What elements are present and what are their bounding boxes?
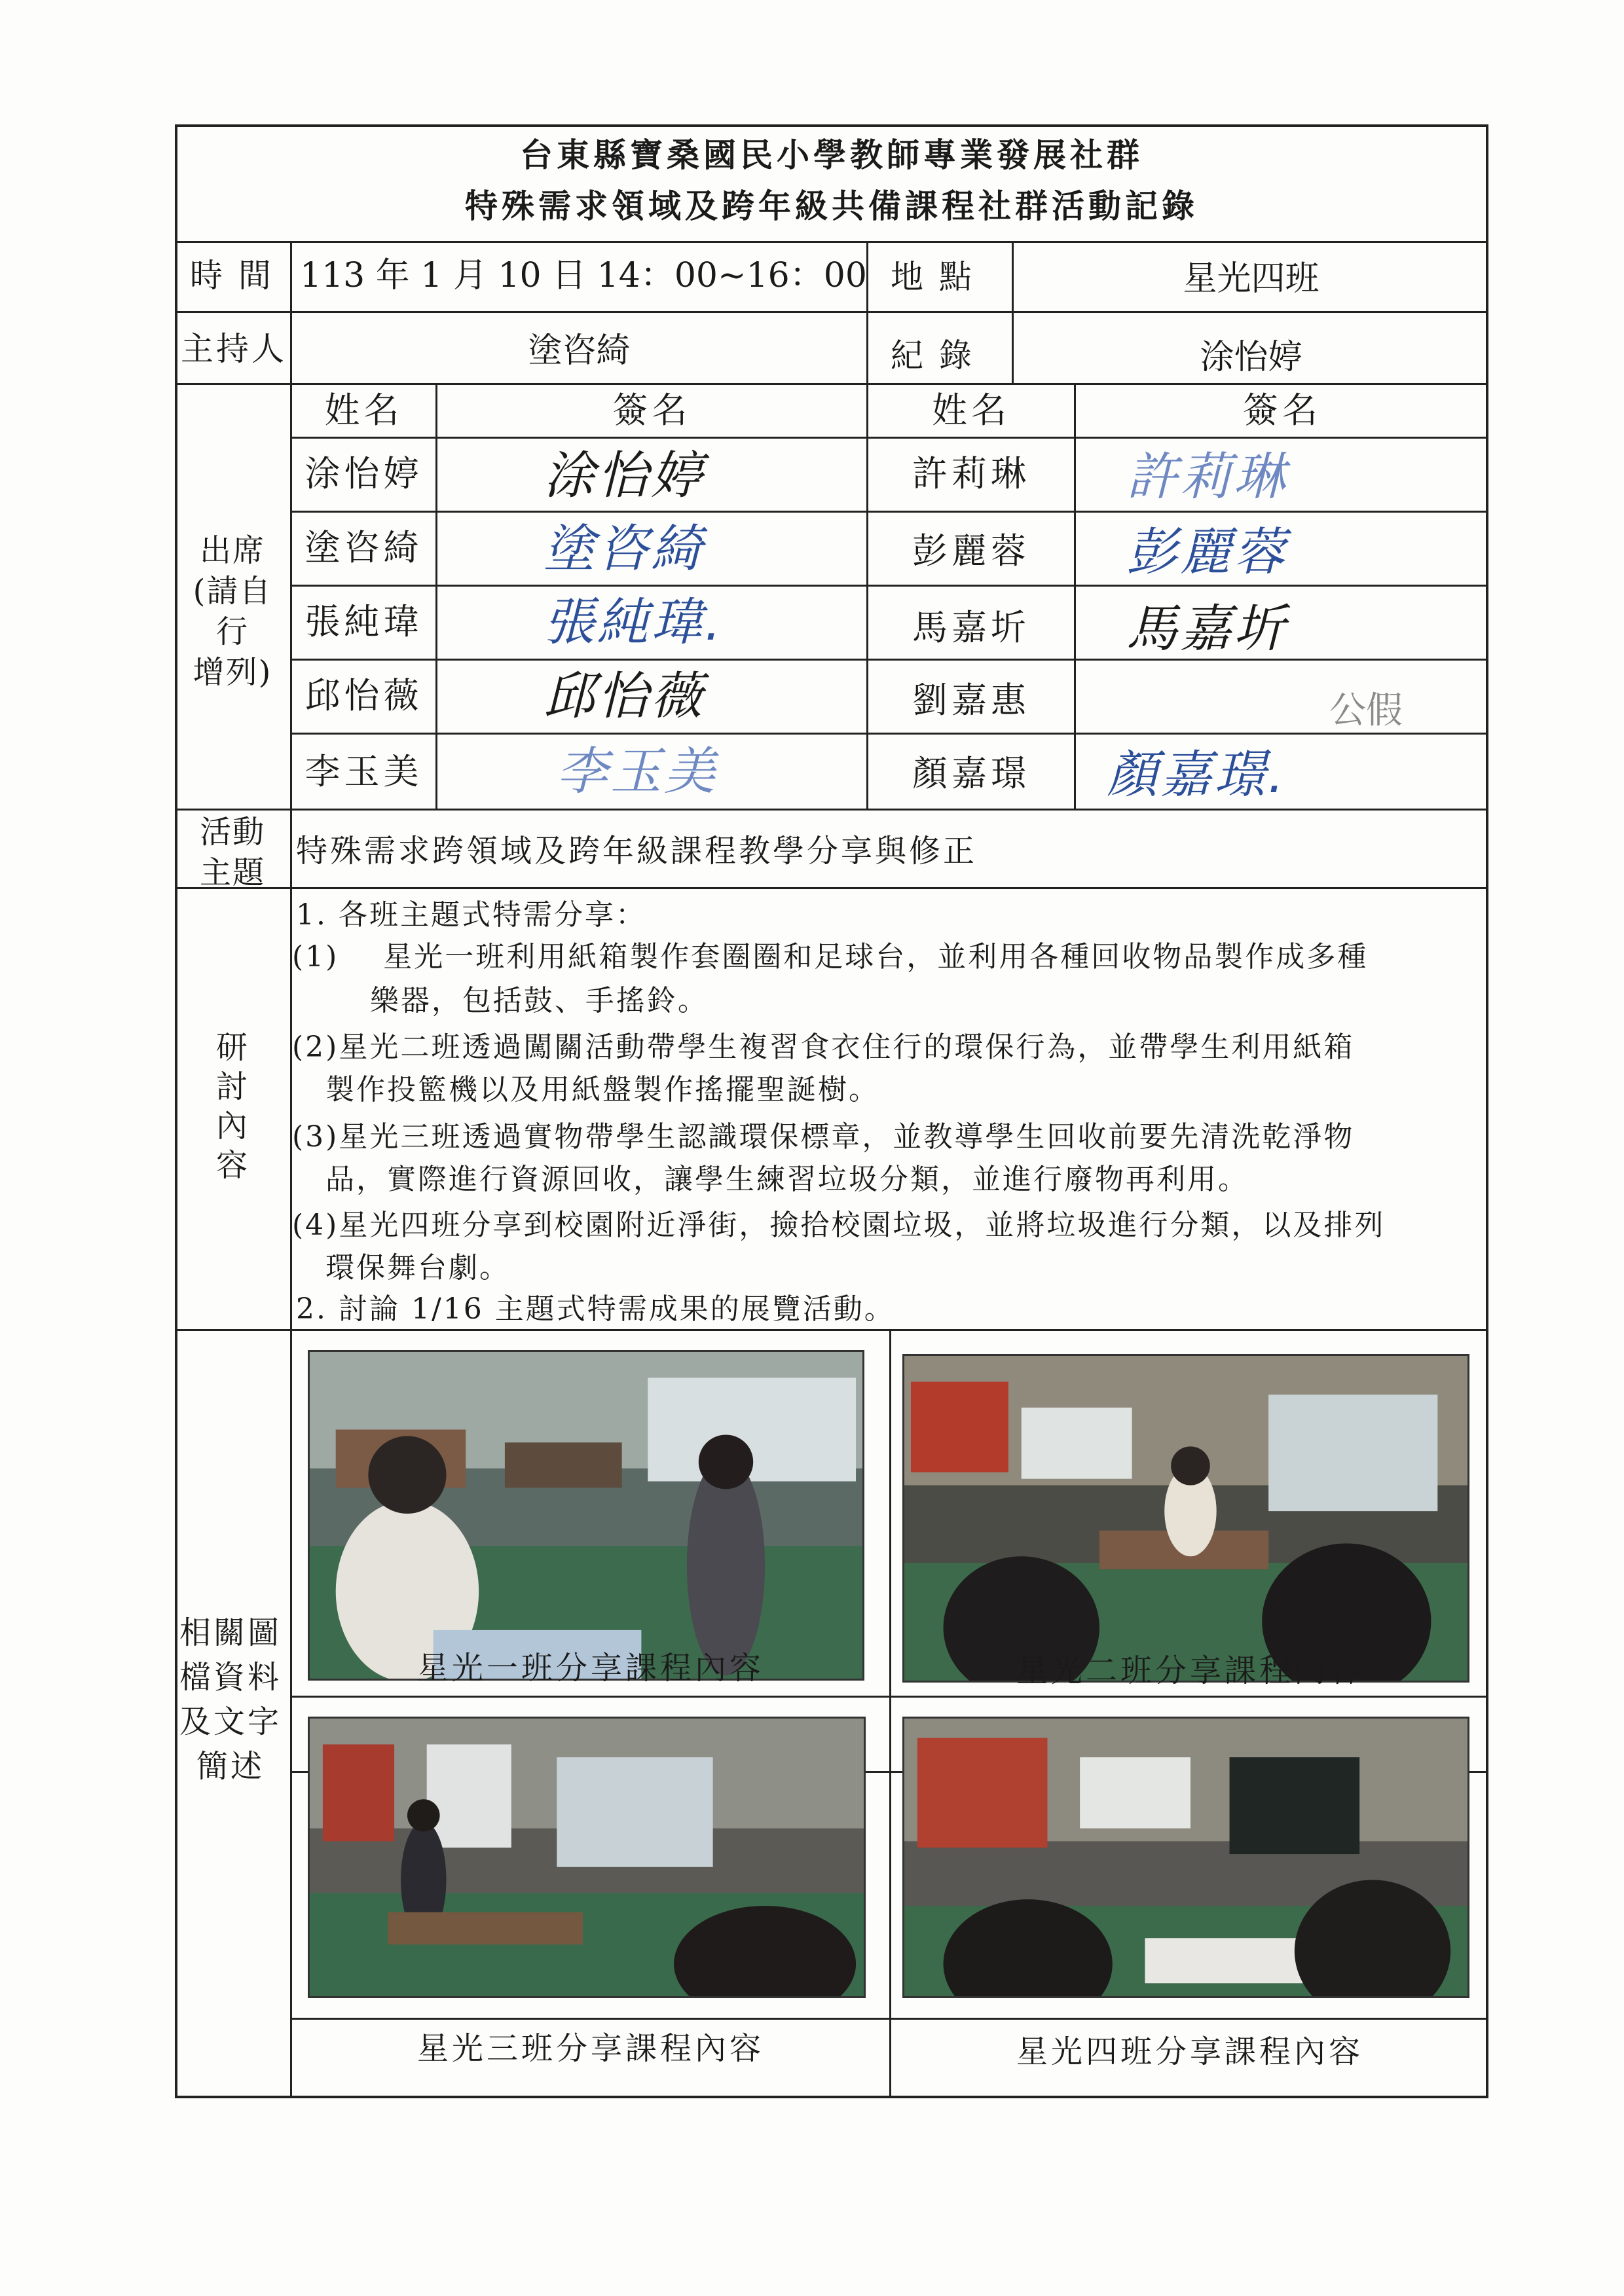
att-left-sign-5: 李玉美 [557, 742, 718, 801]
att-right-name-1: 許莉琳 [912, 453, 1030, 494]
att-right-name-2: 彭麗蓉 [912, 530, 1030, 572]
class-photo-2 [902, 1354, 1469, 1683]
att-right-sign-3: 馬嘉圻 [1126, 600, 1288, 659]
att-left-name-4: 邱怡薇 [304, 675, 423, 716]
rule-time-bottom [175, 311, 1488, 313]
rule-att-name-left [435, 383, 437, 809]
att-left-name-5: 李玉美 [304, 751, 423, 792]
rule-title-bottom [175, 241, 1488, 243]
discussion-line-5: 製作投籃機以及用紙盤製作搖擺聖誕樹。 [292, 1073, 879, 1106]
att-right-name-4: 劉嘉惠 [912, 680, 1030, 721]
discussion-line-9: 環保舞台劇。 [292, 1251, 510, 1285]
place-value: 星光四班 [1183, 259, 1320, 299]
att-left-name-header: 姓名 [324, 390, 403, 431]
rule-host-bottom [175, 383, 1488, 385]
rule-mid-right-att [1074, 383, 1076, 809]
att-left-sign-1: 涂怡婷 [544, 446, 705, 505]
discussion-line-2: (1) 星光一班利用紙箱製作套圈圈和足球台，並利用各種回收物品製作成多種 [292, 940, 1369, 974]
att-right-name-5: 顏嘉璟 [912, 753, 1030, 794]
recorder-label: 紀 錄 [891, 337, 974, 374]
att-left-name-3: 張純瑋 [304, 601, 423, 642]
title-line-2: 特殊需求領域及跨年級共備課程社群活動記錄 [465, 187, 1198, 225]
att-left-sign-header: 簽名 [612, 390, 692, 431]
att-right-sign-5: 顏嘉璟. [1107, 746, 1287, 805]
title-line-1: 台東縣寶桑國民小學教師專業發展社群 [520, 136, 1143, 174]
rule-att-bottom [175, 809, 1488, 811]
discussion-line-6: (3)星光三班透過實物帶學生認識環保標章，並教導學生回收前要先清洗乾淨物 [292, 1120, 1355, 1154]
att-left-sign-3: 張純瑋. [544, 593, 724, 652]
rule-att-row3 [290, 659, 1488, 661]
host-label: 主持人 [181, 330, 287, 368]
rule-photo-middle [889, 1329, 891, 2098]
place-label: 地 點 [891, 258, 974, 296]
discussion-line-10: 2. 討論 1/16 主題式特需成果的展覽活動。 [296, 1292, 895, 1326]
topic-label: 活動 主題 [199, 814, 265, 891]
class-photo-1 [308, 1350, 864, 1681]
class-photo-4 [902, 1717, 1469, 1998]
att-left-name-2: 塗咨綺 [304, 527, 423, 568]
recorder-value: 涂怡婷 [1200, 338, 1302, 377]
rule-topic-bottom [175, 887, 1488, 889]
att-right-name-header: 姓名 [932, 390, 1010, 431]
photo-caption-3: 星光三班分享課程內容 [416, 2030, 764, 2067]
rule-mid-left [866, 241, 868, 809]
att-right-sign-2: 彭麗蓉 [1126, 523, 1288, 582]
att-right-sign-header: 簽名 [1243, 390, 1321, 431]
discussion-label: 研 討 內 容 [215, 1029, 249, 1184]
rule-att-header [290, 437, 1488, 439]
photo-caption-2: 星光二班分享課程內容 [1016, 1652, 1363, 1689]
att-left-sign-2: 塗咨綺 [544, 520, 705, 579]
discussion-line-8: (4)星光四班分享到校園附近淨街，撿拾校園垃圾，並將垃圾進行分類，以及排列 [292, 1209, 1386, 1242]
discussion-line-4: (2)星光二班透過闖關活動帶學生複習食衣住行的環保行為，並帶學生利用紙箱 [292, 1030, 1355, 1064]
time-value: 113 年 1 月 10 日 14：00~16：00 [300, 256, 867, 295]
attendance-label: 出席 (請自行 增列) [193, 532, 272, 691]
discussion-line-7: 品，實際進行資源回收，讓學生練習垃圾分類，並進行廢物再利用。 [292, 1163, 1249, 1196]
rule-att-row2 [290, 585, 1488, 587]
rule-discussion-bottom [175, 1329, 1488, 1331]
photos-label: 相關圖 檔資料 及文字 簡述 [179, 1614, 282, 1785]
rule-att-row1 [290, 511, 1488, 513]
att-right-name-3: 馬嘉圻 [912, 607, 1030, 648]
topic-value: 特殊需求跨領域及跨年級課程教學分享與修正 [296, 833, 978, 869]
att-right-sign-1: 許莉琳 [1126, 448, 1288, 507]
att-right-sign-4-leave-note: 公假 [1329, 689, 1403, 732]
host-value: 塗咨綺 [528, 331, 631, 371]
rule-att-row4 [290, 733, 1488, 735]
discussion-line-3: 樂器，包括鼓、手搖鈴。 [292, 984, 709, 1017]
att-left-name-1: 涂怡婷 [304, 453, 423, 494]
time-label: 時 間 [190, 257, 274, 295]
photo-caption-4: 星光四班分享課程內容 [1016, 2033, 1363, 2070]
discussion-line-1: 1. 各班主題式特需分享： [296, 898, 646, 932]
photo-caption-1: 星光一班分享課程內容 [416, 1650, 764, 1686]
att-left-sign-4: 邱怡薇 [544, 667, 705, 726]
class-photo-3 [308, 1717, 866, 1998]
